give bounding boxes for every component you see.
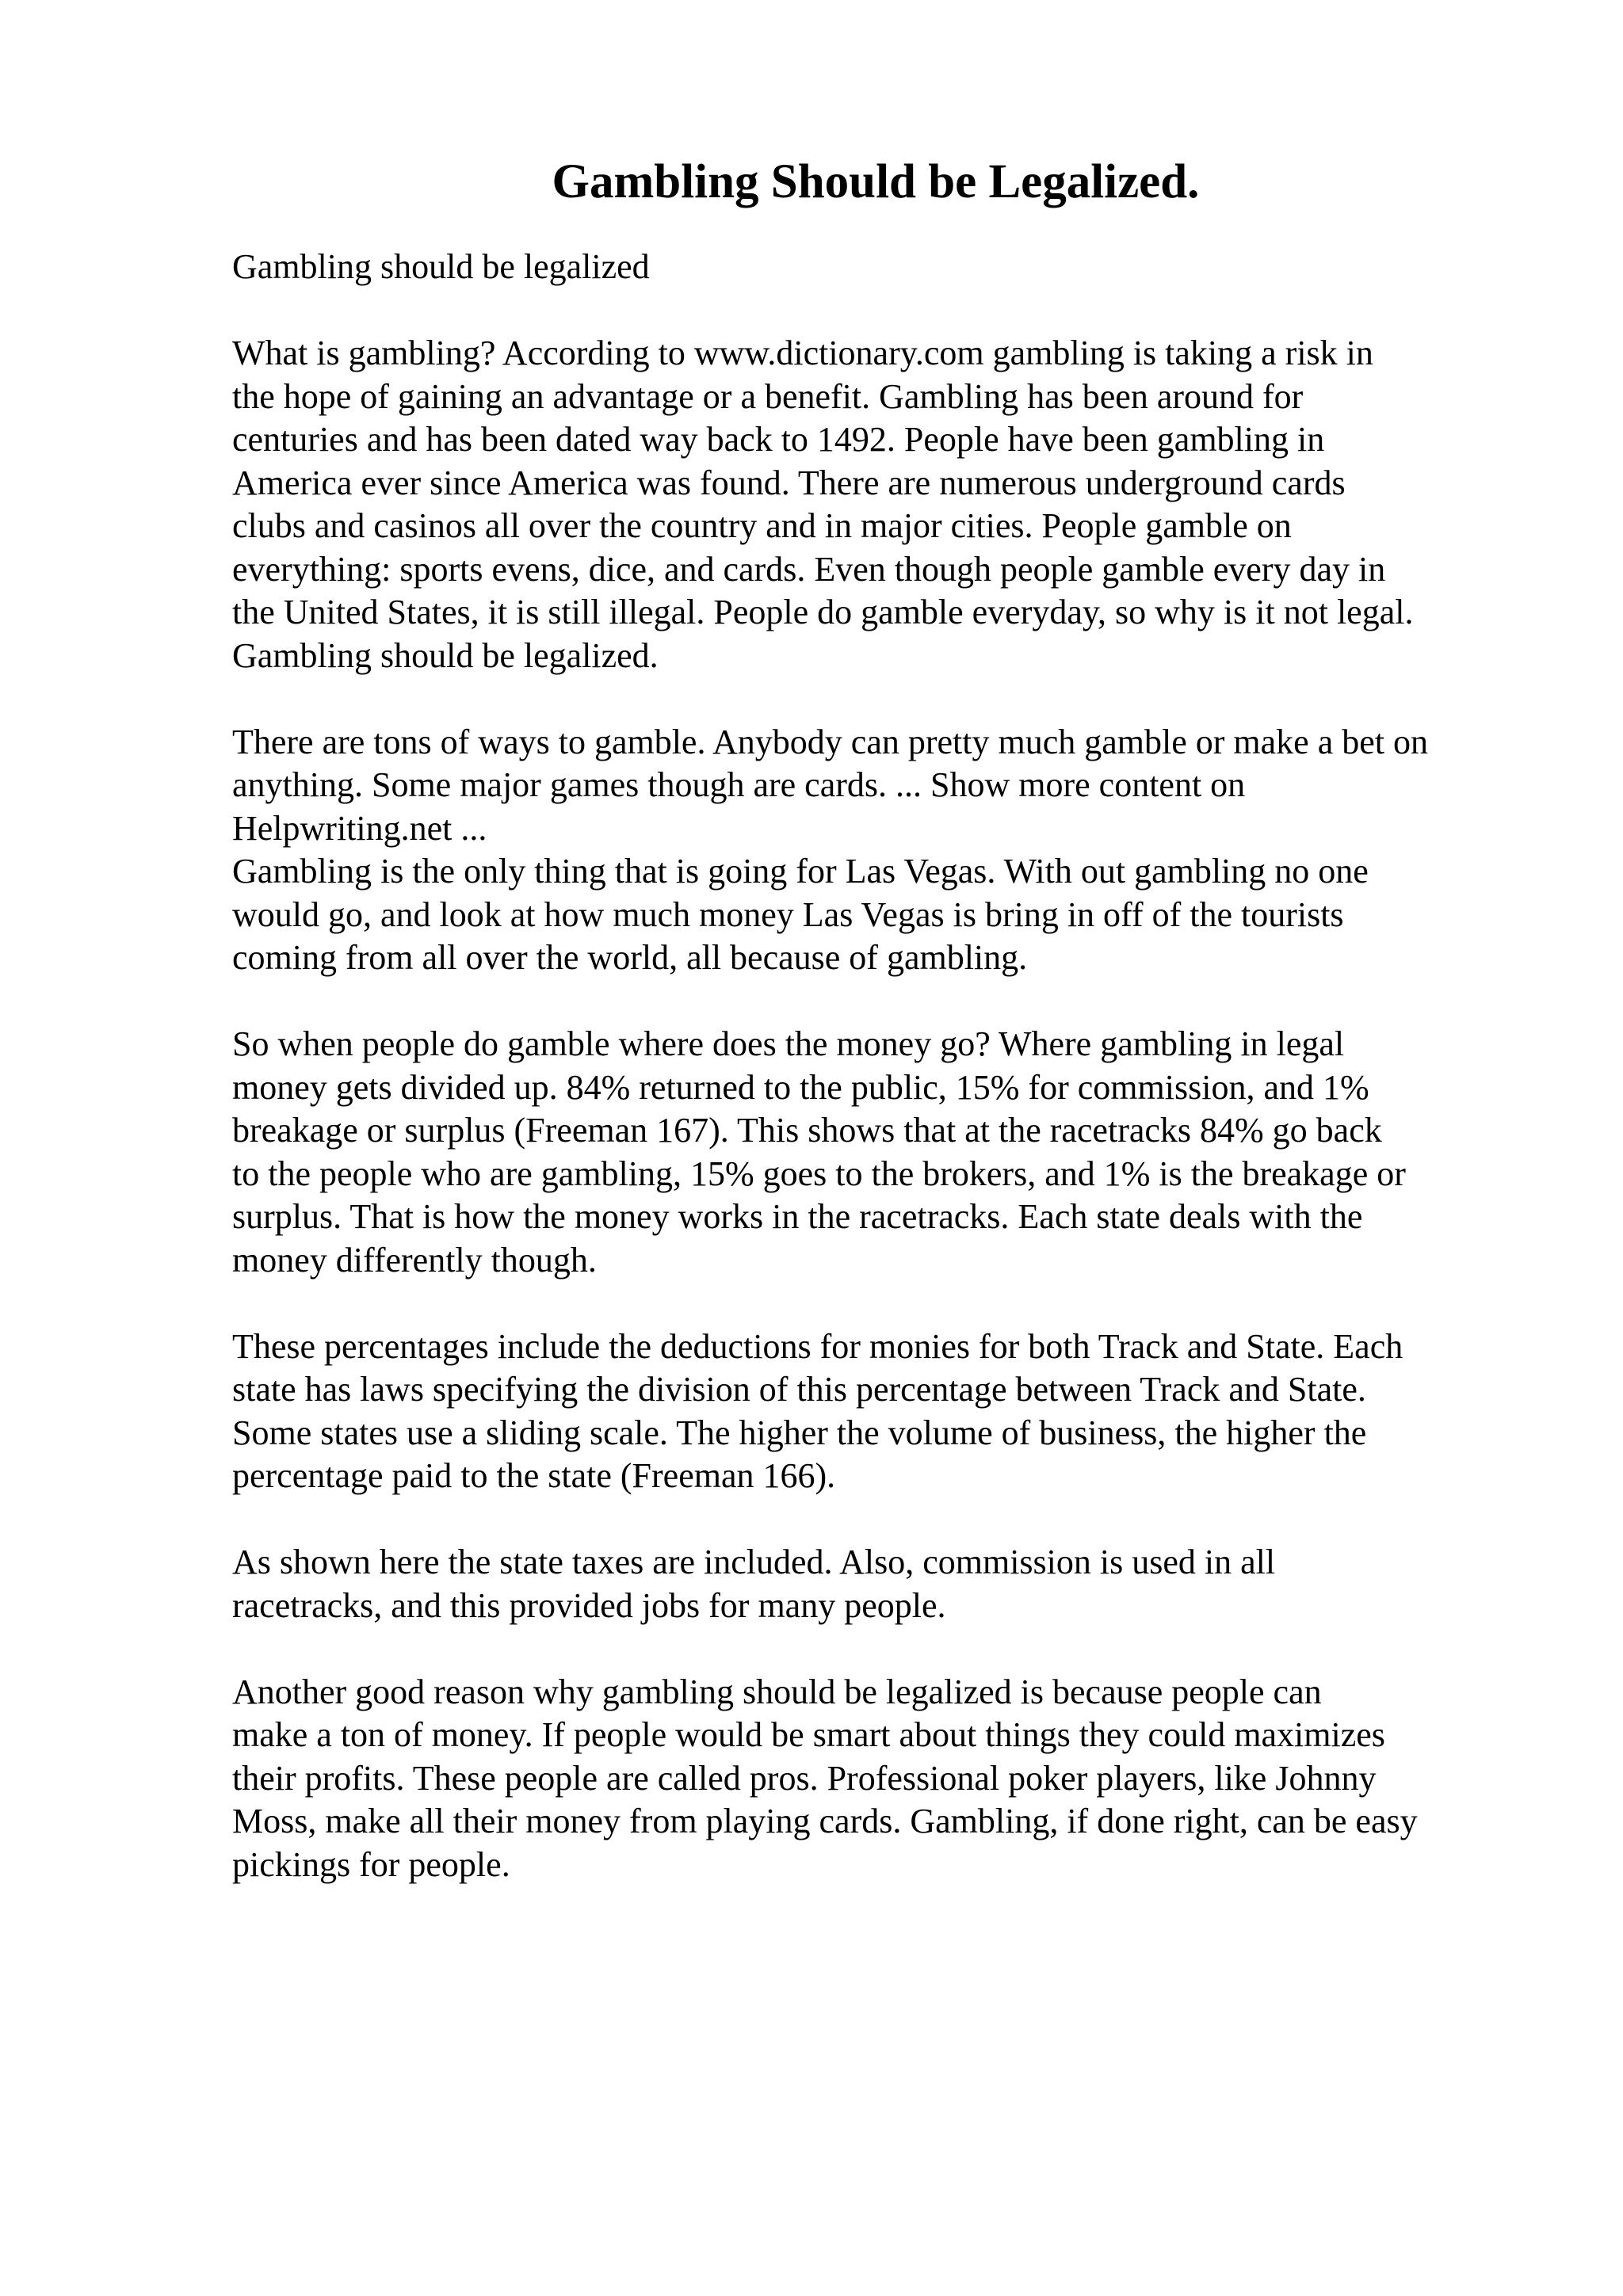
text-line: would go, and look at how much money Las Vegas is bring in off of the tourists	[232, 894, 1344, 934]
paragraph-3	[232, 1023, 1532, 1282]
text-line: So when people do gamble where does the money go? Where gambling in legal	[232, 1024, 1345, 1063]
text-line: pickings for people.	[232, 1844, 510, 1884]
paragraph-gap	[232, 1282, 1532, 1325]
text-line: centuries and has been dated way back to 1492. People have been gambling in	[232, 420, 1325, 459]
text-line: money differently though.	[232, 1240, 597, 1280]
text-line: What is gambling? According to www.dictionary.com gambling is taking a risk in	[232, 334, 1373, 372]
text-line: racetracks, and this provided jobs for many people.	[232, 1585, 946, 1625]
text-line: state has laws specifying the division of this percentage between Track and State.	[232, 1370, 1366, 1409]
text-line: the United States, it is still illegal. People do gamble everyday, so why is it not legal.	[232, 593, 1414, 631]
text-line: surplus. That is how the money works in the racetracks. Each state deals with the	[232, 1197, 1363, 1236]
document-title: Gambling Should be Legalized.	[552, 155, 1200, 208]
paragraph-gap	[232, 1498, 1532, 1542]
text-line: These percentages include the deductions for monies for both Track and State. Each	[232, 1326, 1403, 1366]
text-line: There are tons of ways to gamble. Anybody can pretty much gamble or make a bet on	[232, 722, 1428, 761]
document-subtitle: Gambling should be legalized	[232, 247, 650, 286]
paragraph-2	[232, 721, 1532, 980]
text-line: Helpwriting.net ...	[232, 808, 487, 848]
text-line: anything. Some major games though are cards. ... Show more content on	[232, 765, 1246, 804]
paragraph-6	[232, 1671, 1532, 1887]
paragraph-4	[232, 1325, 1532, 1498]
text-line: money gets divided up. 84% returned to the public, 15% for commission, and 1%	[232, 1067, 1369, 1107]
text-line: Moss, make all their money from playing cards. Gambling, if done right, can be easy	[232, 1802, 1418, 1840]
text-line: Gambling is the only thing that is going for Las Vegas. With out gambling no one	[232, 852, 1369, 891]
document-body	[232, 246, 1532, 1886]
text-line: As shown here the state taxes are included. Also, commission is used in all	[232, 1543, 1276, 1581]
text-line: breakage or surplus (Freeman 167). This shows that at the racetracks 84% go back	[232, 1111, 1382, 1150]
text-line: to the people who are gambling, 15% goes to the brokers, and 1% is the breakage or	[232, 1154, 1406, 1193]
text-line: everything: sports evens, dice, and cards. Even though people gamble every day in	[232, 549, 1386, 589]
paragraph-5	[232, 1541, 1532, 1627]
paragraph-1	[232, 332, 1532, 677]
text-line: their profits. These people are called pros. Professional poker players, like Johnny	[232, 1758, 1377, 1798]
text-line: clubs and casinos all over the country and in major cities. People gamble on	[232, 506, 1292, 545]
text-line: Some states use a sliding scale. The higher the volume of business, the higher the	[232, 1413, 1367, 1452]
text-line: coming from all over the world, all because of gambling.	[232, 938, 1028, 977]
text-line: the hope of gaining an advantage or a benefit. Gambling has been around for	[232, 376, 1304, 416]
text-line: America ever since America was found. There are numerous underground cards	[232, 463, 1346, 502]
text-line: make a ton of money. If people would be smart about things they could maximizes	[232, 1715, 1385, 1754]
text-line: percentage paid to the state (Freeman 166).	[232, 1456, 836, 1495]
paragraph-gap	[232, 289, 1532, 333]
paragraph-gap	[232, 980, 1532, 1024]
paragraph-gap	[232, 1627, 1532, 1671]
text-line: Another good reason why gambling should be legalized is because people can	[232, 1672, 1322, 1711]
paragraph-gap	[232, 677, 1532, 721]
text-line: Gambling should be legalized.	[232, 635, 659, 675]
